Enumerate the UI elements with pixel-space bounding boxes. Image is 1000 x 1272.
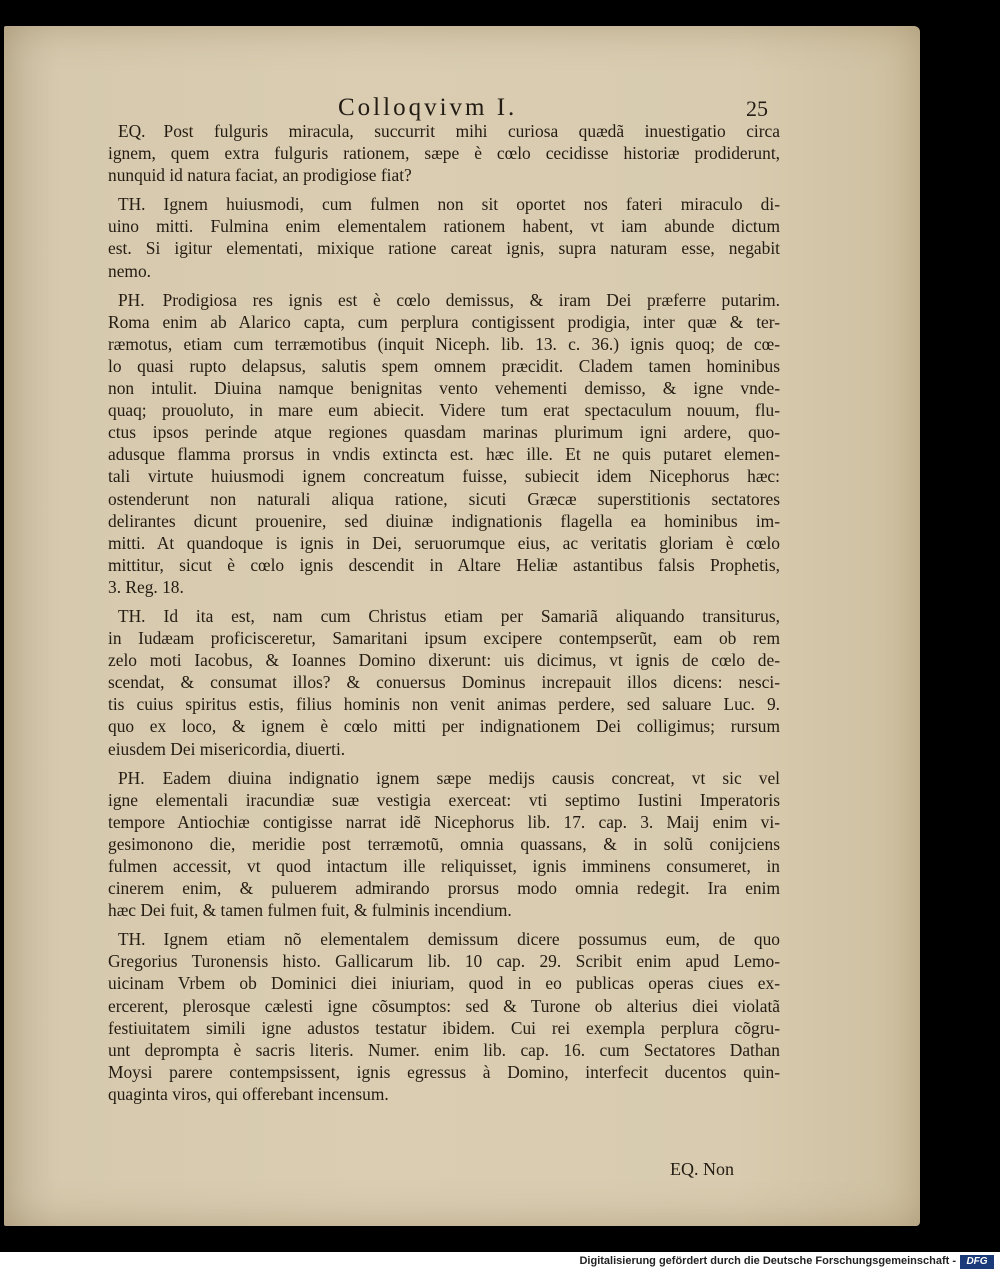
line-text: in Iudæam proficisceretur, Samaritani ipsum excipere contempserũt, eam ob rem (108, 628, 780, 649)
text-line (108, 789, 780, 811)
line-text: Id ita est, nam cum Christus etiam per Samariã aliquando transiturus, (163, 605, 780, 626)
text-line (108, 972, 780, 994)
dialogue-paragraph (108, 193, 780, 281)
funding-note: Digitalisierung gefördert durch die Deutsche Forschungsgemeinschaft - (579, 1255, 956, 1267)
line-text: Gregorius Turonensis histo. Gallicarum lib. 10 cap. 29. Scribit enim apud Lemo- (108, 951, 780, 972)
line-text: Moysi parere contempsissent, ignis egressus à Domino, interfecit ducentos quin- (108, 1061, 780, 1082)
line-text: quo ex loco, & ignem è cœlo mitti per indignationem Dei colligimus; rursum (108, 716, 780, 737)
line-text: Prodigiosa res ignis est è cœlo demissus, & iram Dei præferre putarim. (162, 289, 780, 310)
line-text: mitti. At quandoque is ignis in Dei, seruorumque eius, ac veritatis gloriam è cœlo (108, 532, 780, 553)
catchword: EQ. Non (670, 1159, 734, 1179)
line-text: ostenderunt non naturali aliqua ratione, sicuti Græcæ superstitionis sectatores (108, 488, 780, 509)
line-text: Post fulguris miracula, succurrit mihi curiosa quædã inuestigatio circa (163, 121, 780, 141)
text-line (108, 443, 780, 465)
line-text: gesimonono die, meridie post terræmotũ, omnia quassans, & in solũ conijciens (108, 833, 780, 854)
text-line (108, 193, 780, 215)
text-line (108, 465, 780, 487)
text-line (108, 649, 780, 671)
dialogue-paragraph (108, 605, 780, 760)
text-line (108, 576, 780, 598)
line-text: lo quasi rupto delapsus, salutis spem omnem præcidit. Cladem tamen hominibus (108, 355, 780, 376)
text-line (108, 237, 780, 259)
text-line (108, 950, 780, 972)
text-line (108, 532, 780, 554)
text-line (108, 811, 780, 833)
text-line (108, 333, 780, 355)
line-text: ercerent, plerosque cælesti igne cõsumptos: sed & Turone ob alterius diei violatã (108, 995, 780, 1016)
line-text: fulmen accessit, vt quod intactum ille reliquisset, ignis imminens consumeret, in (108, 856, 780, 876)
dialogue-paragraph (108, 767, 780, 922)
line-text: Eadem diuina indignatio ignem sæpe medijs causis concreat, vt sic vel (162, 767, 780, 788)
line-text: non intulit. Diuina namque benignitas vento vehementi demisso, & igne vnde- (108, 378, 780, 399)
text-line (108, 1083, 780, 1105)
speaker-label: PH. (118, 289, 145, 310)
text-line (108, 289, 780, 311)
text-line (108, 738, 780, 760)
speaker-label: TH. (118, 605, 146, 626)
line-text: mittitur, sicut è cœlo ignis descendit in Altare Heliæ astantibus falsis Prophetis, (108, 554, 780, 575)
dialogue-paragraph (108, 289, 780, 598)
line-text: hæc Dei fuit, & tamen fulmen fuit, & fulminis incendium. (108, 900, 512, 921)
line-text: ræmotus, etiam cum terræmotibus (inquit Niceph. lib. 13. c. 36.) ignis quoq; de cœ- (108, 333, 780, 354)
line-text: eiusdem Dei misericordia, diuerti. (108, 738, 346, 759)
text-line (108, 767, 780, 789)
line-text: est. Si igitur elementati, mixique ratione careat ignis, supra naturam esse, negabit (108, 238, 780, 259)
text-line (108, 855, 780, 877)
dialogue-paragraph (108, 928, 780, 1105)
footer-bar (0, 1252, 1000, 1272)
text-line (108, 120, 780, 142)
line-text: scendat, & consumat illos? & conuersus Dominus increpauit illos dicens: nesci- (108, 672, 780, 693)
line-text: quaginta viros, qui offerebant incensum. (108, 1083, 389, 1104)
text-line (108, 488, 780, 510)
text-line (108, 554, 780, 576)
line-text: uino mitti. Fulmina enim elementalem rationem habent, vt iam abunde dictum (108, 216, 780, 237)
running-head: Colloqvivm I. (338, 94, 518, 121)
dfg-logo-icon: DFG (960, 1255, 994, 1269)
line-text: nemo. (108, 260, 151, 281)
line-text: igne elementali iracundiæ suæ vestigia exerceat: vti septimo Iustini Imperatoris (108, 789, 780, 810)
line-text: unt deprompta è sacris literis. Numer. enim lib. cap. 16. cum Sectatores Dathan (108, 1039, 780, 1060)
text-line (108, 833, 780, 855)
line-text: nunquid id natura faciat, an prodigiose fiat? (108, 165, 412, 186)
text-line (108, 671, 780, 693)
text-line (108, 995, 780, 1017)
speaker-label: PH. (118, 767, 145, 788)
text-line (108, 627, 780, 649)
line-text: tempore Antiochiæ contigisse narrat idẽ Nicephorus lib. 17. cap. 3. Maij enim vi- (108, 811, 780, 832)
text-line (108, 1017, 780, 1039)
text-line (108, 260, 780, 282)
line-text: adusque flamma prorsus in vndis extincta est. hæc ille. Et ne quis putaret elemen- (108, 444, 780, 465)
line-text: Ignem etiam nõ elementalem demissum dicere possumus eum, de quo (163, 929, 780, 950)
text-line (108, 928, 780, 950)
text-line (108, 399, 780, 421)
text-line (108, 377, 780, 399)
line-text: tali virtute huiusmodi ignem concreatum fuisse, subiecit idem Nicephorus hæc: (108, 466, 780, 487)
text-line (108, 421, 780, 443)
text-line (108, 311, 780, 333)
line-text: zelo moti Iacobus, & Ioannes Domino dixerunt: uis dicimus, vt ignis de cœlo de- (108, 650, 780, 671)
text-line (108, 142, 780, 164)
line-text: 3. Reg. 18. (108, 576, 184, 597)
speaker-label: EQ. (118, 121, 146, 141)
line-text: uicinam Vrbem ob Dominici diei iniuriam, quod in eo publicas operas ciues ex- (108, 973, 780, 994)
page-number: 25 (746, 96, 768, 121)
line-text: festiuitatem simili igne adustos testatur ibidem. Cui rei exempla perplura cõgru- (108, 1017, 780, 1038)
line-text: delirantes dicunt prouenire, sed diuinæ indignationis flagella ea hominibus im- (108, 510, 780, 531)
text-line (108, 510, 780, 532)
line-text: Roma enim ab Alarico capta, cum perplura contigissent prodigia, inter quæ & ter- (108, 311, 780, 332)
line-text: tis cuius spiritus estis, filius hominis non venit animas perdere, sed saluare Luc. 9. (108, 694, 780, 715)
dialogue-paragraph (108, 120, 780, 186)
speaker-label: TH. (118, 929, 146, 950)
text-line (108, 355, 780, 377)
body-text (108, 120, 780, 1112)
text-line (108, 877, 780, 899)
line-text: Ignem huiusmodi, cum fulmen non sit oportet nos fateri miraculo di- (163, 194, 780, 215)
line-text: quaq; prouoluto, in mare eum abiecit. Videre tum erat spectaculum nouum, flu- (108, 400, 780, 421)
text-line (108, 164, 780, 186)
line-text: cinerem enim, & puluerem admirando prorsus modo omnia redegit. Ira enim (108, 878, 780, 899)
line-text: ignem, quem extra fulguris rationem, sæpe è cœlo cecidisse historiæ prodiderunt, (108, 143, 780, 164)
text-line (108, 1061, 780, 1083)
line-text: ctus ipsos perinde atque regiones quasdam marinas plurimum igni ardere, quo- (108, 422, 780, 443)
text-line (108, 715, 780, 737)
text-line (108, 693, 780, 715)
speaker-label: TH. (118, 194, 146, 215)
text-line (108, 899, 780, 921)
text-line (108, 215, 780, 237)
text-line (108, 605, 780, 627)
text-line (108, 1039, 780, 1061)
